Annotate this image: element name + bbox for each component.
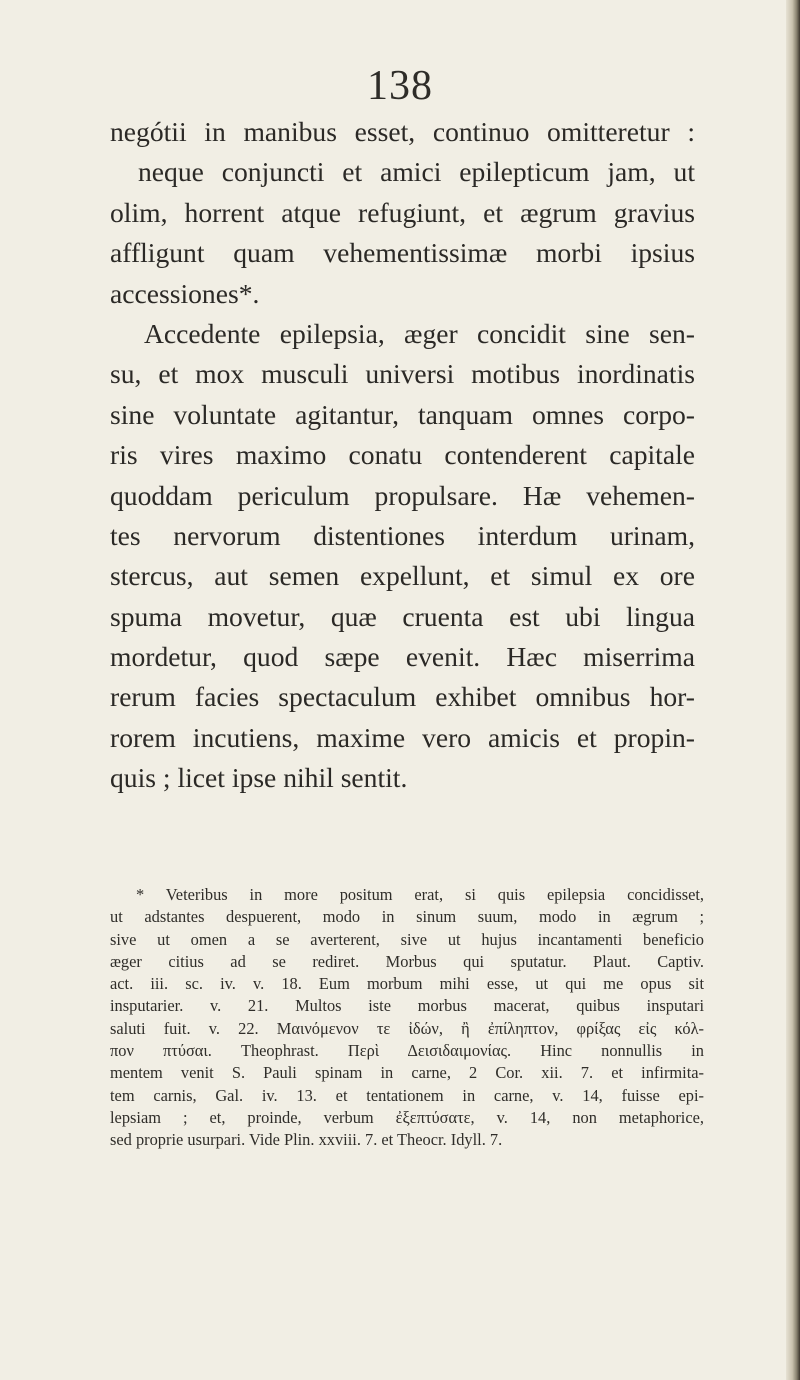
footnote-line: sed proprie usurpari. Vide Plin. xxviii. 7. et Theocr. Idyll. 7.	[110, 1130, 503, 1150]
footnote-block	[110, 884, 704, 1152]
body-line: affligunt quam vehementissimæ morbi ipsius	[110, 237, 695, 269]
footnote-line: ut adstantes despuerent, modo in sinum suum, modo in ægrum ;	[110, 907, 704, 927]
footnote-line: æger citius ad se rediret. Morbus qui sputatur. Plaut. Captiv.	[110, 951, 704, 971]
body-line: sine voluntate agitantur, tanquam omnes corpo-	[110, 398, 695, 430]
body-line: mordetur, quod sæpe evenit. Hæc miserrima	[110, 641, 695, 673]
footnote-line: act. iii. sc. iv. v. 18. Eum morbum mihi esse, ut qui me opus sit	[110, 974, 704, 994]
footnote-line: tem carnis, Gal. iv. 13. et tentationem in carne, v. 14, fuisse epi-	[110, 1085, 704, 1105]
footnote-line: mentem venit S. Pauli spinam in carne, 2 Cor. xii. 7. et infirmita-	[110, 1063, 704, 1083]
body-line: quis ; licet ipse nihil sentit.	[110, 762, 408, 794]
body-line: su, et mox musculi universi motibus inordinatis	[110, 358, 695, 390]
body-line: spuma movetur, quæ cruenta est ubi lingua	[110, 600, 695, 632]
body-line: ris vires maximo conatu contenderent capitale	[110, 439, 695, 471]
page-number: 138	[367, 63, 433, 109]
footnote-line: sive ut omen a se averterent, sive ut hujus incantamenti beneficio	[110, 929, 704, 949]
body-line: rorem incutiens, maxime vero amicis et propin-	[110, 721, 695, 753]
body-line: quoddam periculum propulsare. Hæ vehemen-	[110, 479, 695, 511]
footnote-line: insputarier. v. 21. Multos iste morbus macerat, quibus insputari	[110, 996, 704, 1016]
body-line: rerum facies spectaculum exhibet omnibus hor-	[110, 681, 695, 713]
body-line: accessiones*.	[110, 277, 260, 309]
body-line: neque conjuncti et amici epilepticum jam, ut	[138, 156, 695, 188]
body-line: tes nervorum distentiones interdum urinam,	[110, 519, 695, 551]
footnote-line: lepsiam ; et, proinde, verbum ἐξεπτύσατε, v. 14, non metaphorice,	[110, 1107, 704, 1127]
footnote-line: * Veteribus in more positum erat, si quis epilepsia concidisset,	[136, 885, 704, 904]
footnote-line: saluti fuit. v. 22. Μαινόμενον τε ἰδών, ἢ ἐπίληπτον, φρίξας εἰς κόλ-	[110, 1018, 704, 1038]
body-line: Accedente epilepsia, æger concidit sine sen-	[144, 317, 695, 349]
main-text-block	[110, 112, 695, 799]
footnote-line: πον πτύσαι. Theophrast. Περὶ Δεισιδαιμονίας. Hinc nonnullis in	[110, 1041, 704, 1061]
body-line: olim, horrent atque refugiunt, et ægrum gravius	[110, 196, 695, 228]
body-line: negótii in manibus esset, continuo omitteretur :	[110, 116, 695, 147]
page-edge-shadow	[786, 0, 800, 1380]
body-line: stercus, aut semen expellunt, et simul ex ore	[110, 560, 695, 592]
